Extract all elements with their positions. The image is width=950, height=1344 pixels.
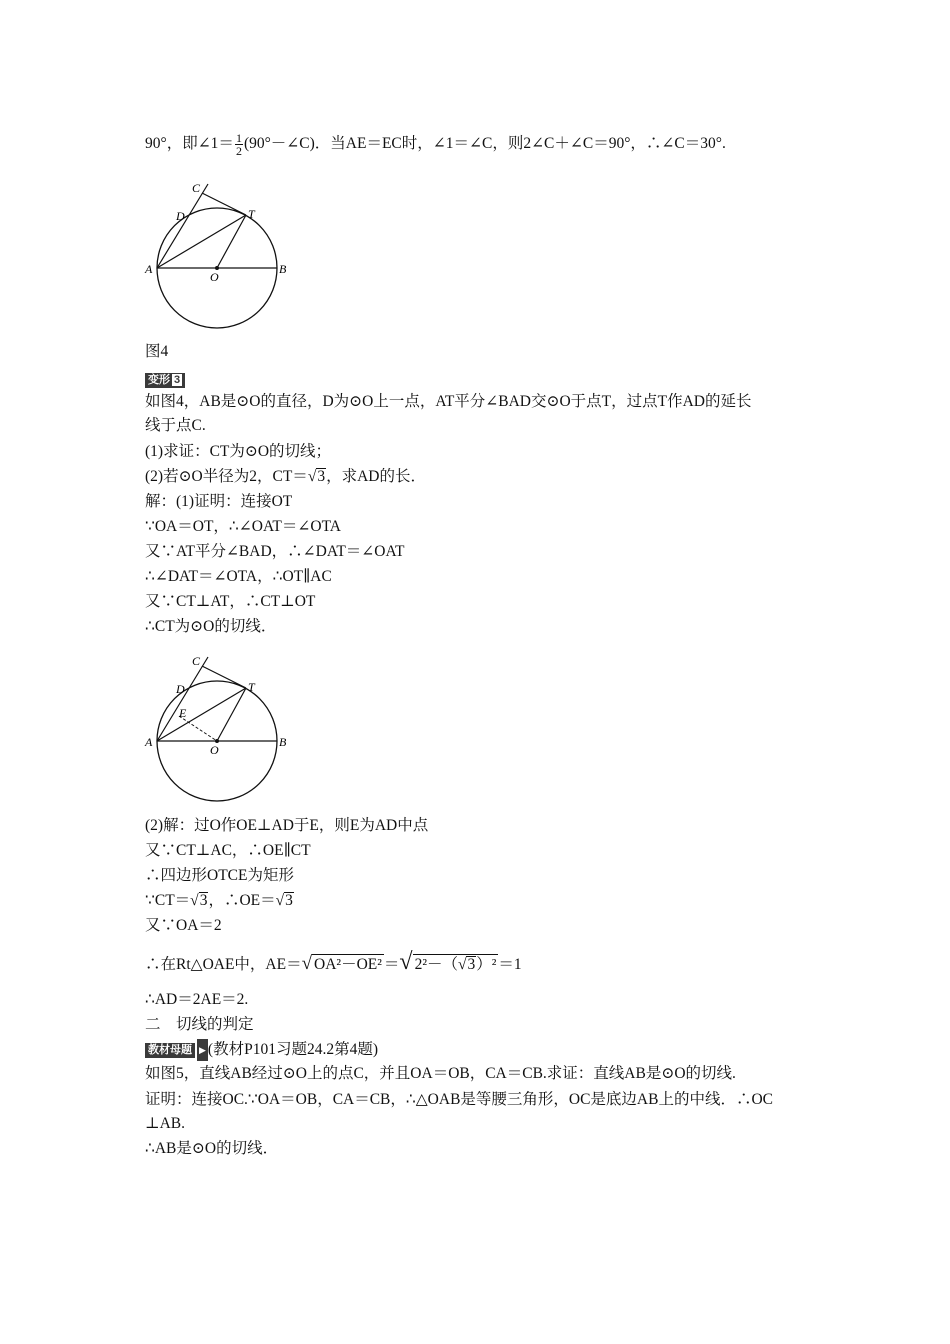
source-text: (教材P101习题24.2第4题)	[207, 1041, 378, 1058]
problem-line-1: 如图4，AB是⊙O的直径，D为⊙O上一点，AT平分∠BAD交⊙O于点T，过点T作AD的延长	[145, 393, 752, 410]
solution-2-line-4-b: ，∴OE＝	[208, 892, 276, 909]
outer-radicand-a: 2²－（	[414, 956, 458, 973]
solution-2-line-7: ∴AD＝2AE＝2.	[145, 991, 249, 1008]
problem-2-line-2: 证明：连接OC.∵OA＝OB，CA＝CB，∴△OAB是等腰三角形，OC是底边AB上的中线．∴OC	[145, 1091, 774, 1108]
label-a: A	[145, 735, 153, 749]
problem-2-line-1: 如图5，直线AB经过⊙O上的点C，并且OA＝OB，CA＝CB.求证：直线AB是⊙O的切线.	[145, 1065, 736, 1082]
question-1: (1)求证：CT为⊙O的切线；	[145, 443, 332, 460]
label-a: A	[145, 262, 153, 276]
intro-text-a: 90°，即∠1＝	[145, 135, 234, 153]
question-2-radicand: 3	[317, 468, 326, 485]
solution-2-line-3: ∴四边形OTCE为矩形	[145, 867, 294, 884]
play-triangle-icon: ▶	[197, 1039, 208, 1061]
problem-2-line-4: ∴AB是⊙O的切线．	[145, 1140, 279, 1157]
solution-2-line-4: ∵CT＝√3，∴OE＝√3	[145, 892, 293, 909]
solution-1-line-4: ∴∠DAT＝∠OTA，∴OT∥AC	[145, 568, 332, 585]
frac-num: 1	[235, 131, 242, 145]
outer-radicand-b: ）²	[476, 956, 497, 973]
solution-1-line-3: 又∵AT平分∠BAD，∴∠DAT＝∠OAT	[145, 543, 405, 560]
question-2-text-b: ，求AD的长．	[326, 468, 426, 485]
solution-2-equals: ＝	[383, 956, 400, 973]
figure-4-diagram	[140, 175, 300, 335]
inner-radicand: 3	[467, 956, 476, 973]
solution-2-line-4-a: ∵CT＝	[145, 892, 191, 909]
source-row	[145, 1039, 378, 1061]
problem-2-line-3: ⊥AB.	[145, 1115, 185, 1132]
variant-badge	[145, 373, 185, 388]
sqrt-sign-2: √	[399, 949, 413, 975]
solution-2-radicand-2: 3	[285, 892, 293, 909]
intro-line	[145, 132, 726, 157]
label-e: E	[179, 706, 187, 720]
label-b: B	[279, 735, 287, 749]
solution-1-line-5: 又∵CT⊥AT，∴CT⊥OT	[145, 593, 316, 610]
solution-2-line-1: (2)解：过O作OE⊥AD于E，则E为AD中点	[145, 817, 429, 834]
outer-radicand: 2²－（√3）²	[414, 956, 497, 973]
variant-badge-row	[145, 370, 185, 390]
source-badge: 教材母题	[145, 1043, 195, 1058]
question-2-text-a: (2)若⊙O半径为2，CT＝	[145, 468, 308, 485]
solution-1-line-6: ∴CT为⊙O的切线．	[145, 618, 277, 635]
figure-4-caption: 图4	[145, 343, 169, 360]
solution-2-line-6-a: ∴在Rt△OAE中，AE＝	[145, 956, 302, 973]
figure-5-diagram	[140, 648, 300, 808]
variant-number: 3	[174, 374, 181, 386]
solution-1-line-2: ∵OA＝OT，∴∠OAT＝∠OTA	[145, 518, 341, 535]
variant-label: 变形	[148, 374, 170, 386]
fraction-half	[235, 132, 243, 157]
sqrt-sign-1: √	[301, 953, 313, 974]
section-heading: 二 切线的判定	[145, 1016, 254, 1033]
label-d: D	[176, 209, 185, 223]
problem-line-2: 线于点C.	[145, 417, 206, 434]
frac-den: 2	[235, 144, 242, 158]
label-d: D	[176, 682, 185, 696]
solution-2-result: ＝1	[498, 956, 522, 973]
solution-2-line-5: 又∵OA＝2	[145, 917, 222, 934]
question-2: (2)若⊙O半径为2，CT＝√3，求AD的长．	[145, 468, 426, 485]
label-o: O	[210, 743, 219, 757]
label-t: T	[248, 680, 255, 694]
label-b: B	[279, 262, 287, 276]
label-t: T	[248, 207, 255, 221]
label-c: C	[192, 181, 201, 195]
intro-text-b: (90°－∠C)．当AE＝EC时，∠1＝∠C，则2∠C＋∠C＝90°，∴∠C＝30°.	[243, 135, 726, 153]
label-o: O	[210, 270, 219, 284]
solution-2-line-6	[145, 949, 522, 975]
solution-2-radicand-3: OA²－OE²	[314, 956, 382, 973]
solution-2-radicand-1: 3	[199, 892, 208, 909]
solution-2-line-2: 又∵CT⊥AC，∴OE∥CT	[145, 842, 311, 859]
solution-1-line-1: 解：(1)证明：连接OT	[145, 493, 293, 510]
label-c: C	[192, 654, 201, 668]
